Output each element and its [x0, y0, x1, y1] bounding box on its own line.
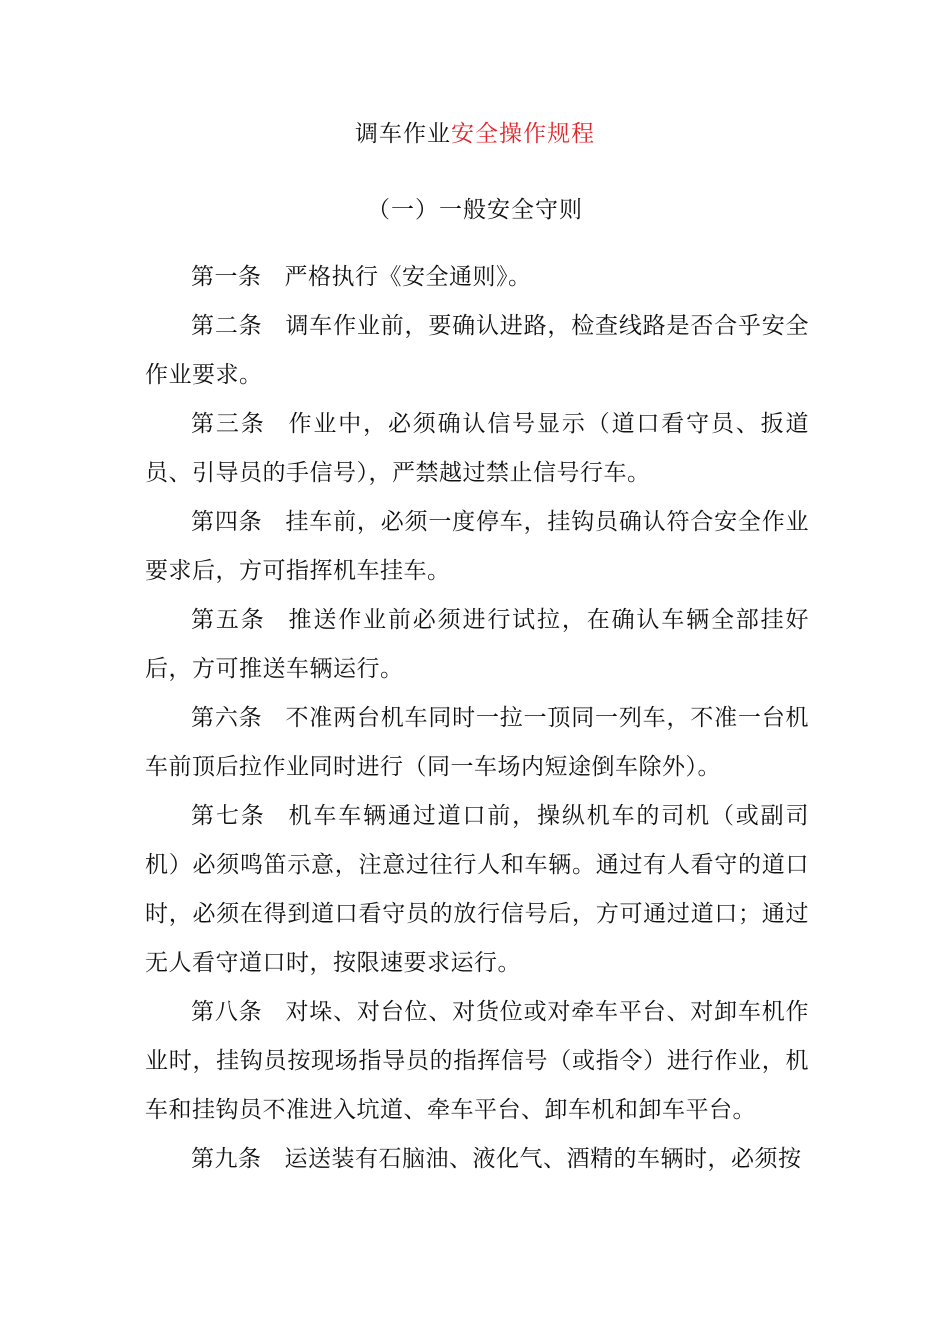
article-number: 第七条 [191, 803, 266, 829]
article-7 [145, 792, 809, 988]
article-5 [145, 596, 809, 694]
article-list [145, 253, 809, 1184]
article-text: 对垛、对台位、对货位或对牵车平台、对卸车机作业时，挂钩员按现场指导员的指挥信号（或指令）进行作业，机车和挂钩员不准进入坑道、牵车平台、卸车机和卸车平台。 [145, 999, 809, 1123]
article-number: 第八条 [191, 999, 263, 1025]
article-number: 第五条 [191, 607, 266, 633]
article-text: 推送作业前必须进行试拉，在确认车辆全部挂好后，方可推送车辆运行。 [145, 607, 810, 682]
article-text: 严格执行《安全通则》。 [284, 264, 532, 290]
article-text: 作业中，必须确认信号显示（道口看守员、扳道员、引导员的手信号），严禁越过禁止信号行车。 [145, 411, 810, 486]
article-4 [145, 498, 809, 596]
title-part-2-highlighted: 安全操作规程 [451, 121, 595, 147]
article-text: 机车车辆通过道口前，操纵机车的司机（或副司机）必须鸣笛示意，注意过往行人和车辆。通过有人看守的道口时，必须在得到道口看守员的放行信号后，方可通过道口；通过无人看守道口时，按限速要求运行。 [145, 803, 810, 976]
title-part-1: 调车作业 [355, 121, 451, 147]
section-heading: （一）一般安全守则 [367, 197, 583, 223]
article-number: 第九条 [191, 1146, 262, 1172]
article-8 [145, 988, 809, 1135]
article-6 [145, 694, 809, 792]
article-text: 挂车前，必须一度停车，挂钩员确认符合安全作业要求后，方可指挥机车挂车。 [145, 509, 809, 584]
article-number: 第三条 [191, 411, 266, 437]
article-3 [145, 400, 809, 498]
article-2 [145, 302, 809, 400]
article-number: 第六条 [191, 705, 263, 731]
article-1 [145, 253, 809, 302]
article-text: 运送装有石脑油、液化气、酒精的车辆时，必须按 [284, 1146, 802, 1172]
article-number: 第四条 [191, 509, 263, 535]
article-number: 第一条 [191, 264, 262, 290]
article-number: 第二条 [191, 313, 263, 339]
article-9 [145, 1135, 809, 1184]
article-text: 不准两台机车同时一拉一顶同一列车，不准一台机车前顶后拉作业同时进行（同一车场内短途倒车除外）。 [145, 705, 809, 780]
article-text: 调车作业前，要确认进路，检查线路是否合乎安全作业要求。 [145, 313, 809, 388]
document-title [0, 114, 950, 154]
